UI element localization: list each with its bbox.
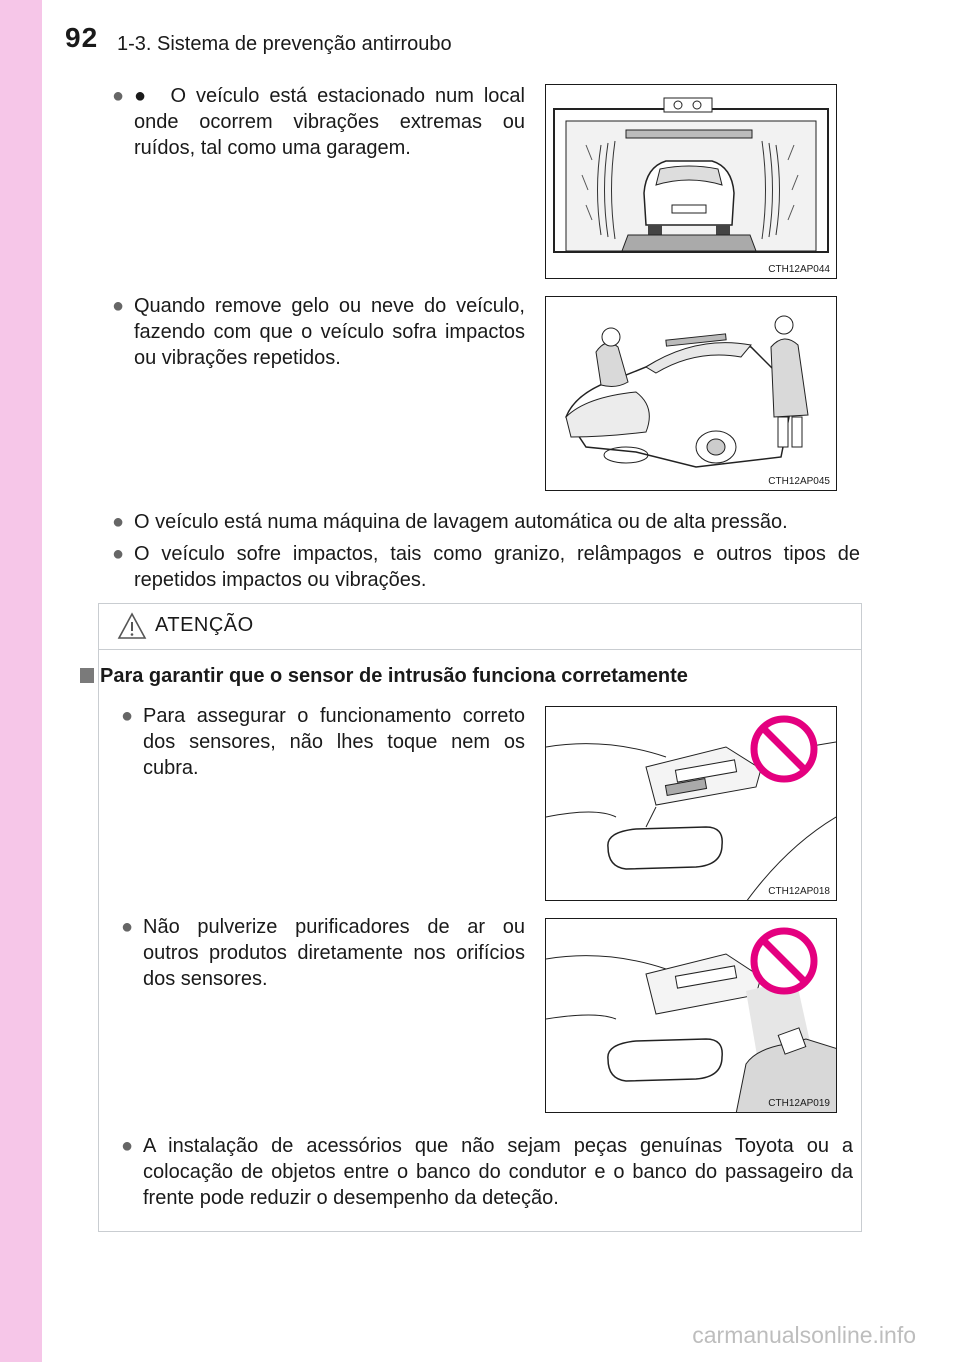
bullet-item-snow-removal: [112, 293, 525, 371]
warning-subheading-text: Para garantir que o sensor de intrusão funciona corretamente: [100, 665, 688, 687]
bullet-icon: ●: [121, 1135, 134, 1157]
figure-snow-removal: [545, 296, 837, 491]
bullet-icon: ●: [112, 295, 125, 317]
bullet-icon: ●: [112, 511, 125, 533]
bullet-text: A instalação de acessórios que não sejam peças genuínas Toyota ou a colocação de objetos entre o banco do condutor e o banco do passageiro da frente pode reduzir o desempenho da deteção.: [143, 1135, 853, 1209]
chapter-sidebar: [0, 0, 42, 1362]
bullet-text: Quando remove gelo ou neve do veículo, fazendo com que o veículo sofra impactos ou vibrações repetidos.: [134, 295, 525, 369]
figure-sensor-touch: [545, 706, 837, 901]
figure-sensor-spray: [545, 918, 837, 1113]
bullet-text: Não pulverize purificadores de ar ou outros produtos diretamente nos orifícios dos sensores.: [143, 916, 525, 990]
warning-title: ATENÇÃO: [155, 614, 254, 636]
warning-triangle-icon: [117, 612, 147, 640]
bullet-icon: ●: [112, 543, 125, 565]
warning-item-accessories: [121, 1133, 853, 1211]
bullet-item-impacts: [112, 541, 860, 593]
figure-code: CTH12AP019: [768, 1098, 830, 1109]
section-title: 1-3. Sistema de prevenção antirroubo: [117, 33, 452, 55]
secondary-bullet-icon: ●: [134, 85, 151, 107]
figure-garage: [545, 84, 837, 279]
figure-code: CTH12AP045: [768, 476, 830, 487]
warning-subheading: [100, 665, 688, 688]
bullet-text: O veículo está numa máquina de lavagem automática ou de alta pressão.: [134, 511, 788, 533]
figure-code: CTH12AP018: [768, 886, 830, 897]
bullet-icon: ●: [121, 705, 134, 727]
bullet-item-car-wash: [112, 509, 860, 535]
bullet-icon: ●: [121, 916, 134, 938]
page-number: 92: [65, 22, 99, 53]
figure-code: CTH12AP044: [768, 264, 830, 275]
warning-header: [99, 604, 861, 650]
bullet-text: O veículo sofre impactos, tais como granizo, relâmpagos e outros tipos de repetidos impactos ou vibrações.: [134, 543, 860, 591]
warning-item-no-spray: [121, 914, 525, 992]
square-bullet-icon: [80, 668, 94, 683]
bullet-text: O veículo está estacionado num local onde ocorrem vibrações extremas ou ruídos, tal como uma garagem.: [134, 85, 525, 159]
bullet-item-garage: [112, 83, 525, 161]
footer-watermark[interactable]: carmanualsonline.info: [692, 1322, 916, 1348]
bullet-icon: ●: [112, 85, 125, 107]
warning-item-dont-touch: [121, 703, 525, 781]
bullet-text: Para assegurar o funcionamento correto dos sensores, não lhes toque nem os cubra.: [143, 705, 525, 779]
